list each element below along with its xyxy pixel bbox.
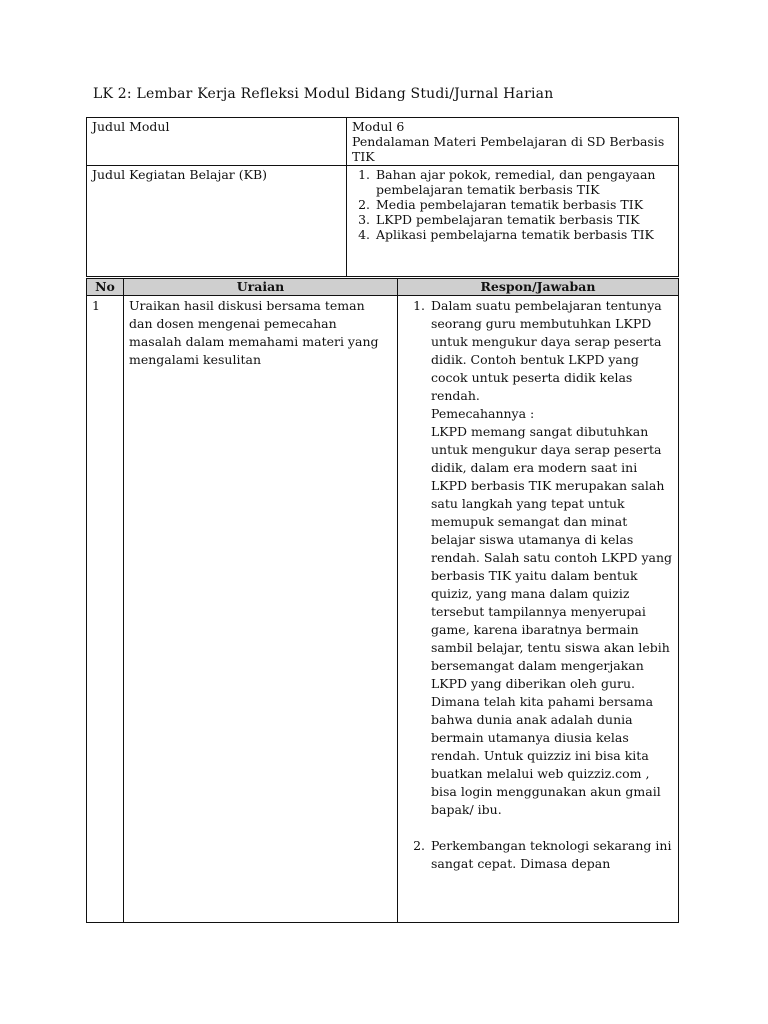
table-row xyxy=(87,296,679,923)
solution-text: LKPD memang sangat dibutuhkan untuk mengukur daya serap peserta didik, dalam era modern saat ini LKPD berbasis TIK merupakan salah satu langkah yang tepat untuk memupuk semangat dan minat belajar siswa utamanya di kelas rendah. Salah satu contoh LKPD yang berbasis TIK yaitu dalam bentuk quiziz, yang mana dalam quiziz tersebut tampilannya menyerupai game, karena ibaratnya bermain sambil belajar, tentu siswa akan lebih bersemangat dalam mengerjakan LKPD yang diberikan oleh guru. Dimana telah kita pahami bersama bahwa dunia anak adalah dunia bermain utamanya diusia kelas rendah. Untuk quizziz ini bisa kita buatkan melalui web quizziz.com , bisa login menggunakan akun gmail bapak/ ibu. xyxy=(431,424,673,817)
kb-list xyxy=(352,167,673,242)
response-item xyxy=(429,837,673,873)
solution-label: Pemecahannya : xyxy=(431,406,535,421)
header-uraian: Uraian xyxy=(124,279,398,296)
response-item xyxy=(429,297,673,837)
judul-kb-row xyxy=(87,166,679,277)
judul-kb-value xyxy=(347,166,679,277)
modul-number: Modul 6 xyxy=(352,119,405,134)
row-uraian: Uraikan hasil diskusi bersama teman dan dosen mengenai pemecahan masalah dalam memahami materi yang mengalami kesulitan xyxy=(124,296,398,923)
response-text: 2. Perkembangan teknologi sekarang ini sangat cepat. Dimasa depan xyxy=(431,838,672,871)
judul-modul-row xyxy=(87,118,679,166)
response-list xyxy=(403,297,673,873)
kb-item: 1. Bahan ajar pokok, remedial, dan pengayaan pembelajaran tematik berbasis TIK xyxy=(374,167,673,197)
page-title: LK 2: Lembar Kerja Refleksi Modul Bidang Studi/Jurnal Harian xyxy=(93,86,554,102)
judul-modul-value xyxy=(347,118,679,166)
header-row xyxy=(87,279,679,296)
header-no: No xyxy=(87,279,124,296)
kb-item: 3. LKPD pembelajaran tematik berbasis TIK xyxy=(374,212,673,227)
kb-item: 2. Media pembelajaran tematik berbasis TIK xyxy=(374,197,673,212)
judul-modul-label: Judul Modul xyxy=(87,118,347,166)
response-text: 1. Dalam suatu pembelajaran tentunya seorang guru membutuhkan LKPD untuk mengukur daya serap peserta didik. Contoh bentuk LKPD yang cocok untuk peserta didik kelas rendah. xyxy=(431,298,662,403)
row-number: 1 xyxy=(87,296,124,923)
kb-item: 4. Aplikasi pembelajarna tematik berbasis TIK xyxy=(374,227,673,242)
judul-kb-label: Judul Kegiatan Belajar (KB) xyxy=(87,166,347,277)
module-info-table xyxy=(86,117,679,277)
header-respon: Respon/Jawaban xyxy=(398,279,679,296)
modul-name: Pendalaman Materi Pembelajaran di SD Berbasis TIK xyxy=(352,134,665,164)
reflection-table xyxy=(86,278,679,923)
row-respon xyxy=(398,296,679,923)
